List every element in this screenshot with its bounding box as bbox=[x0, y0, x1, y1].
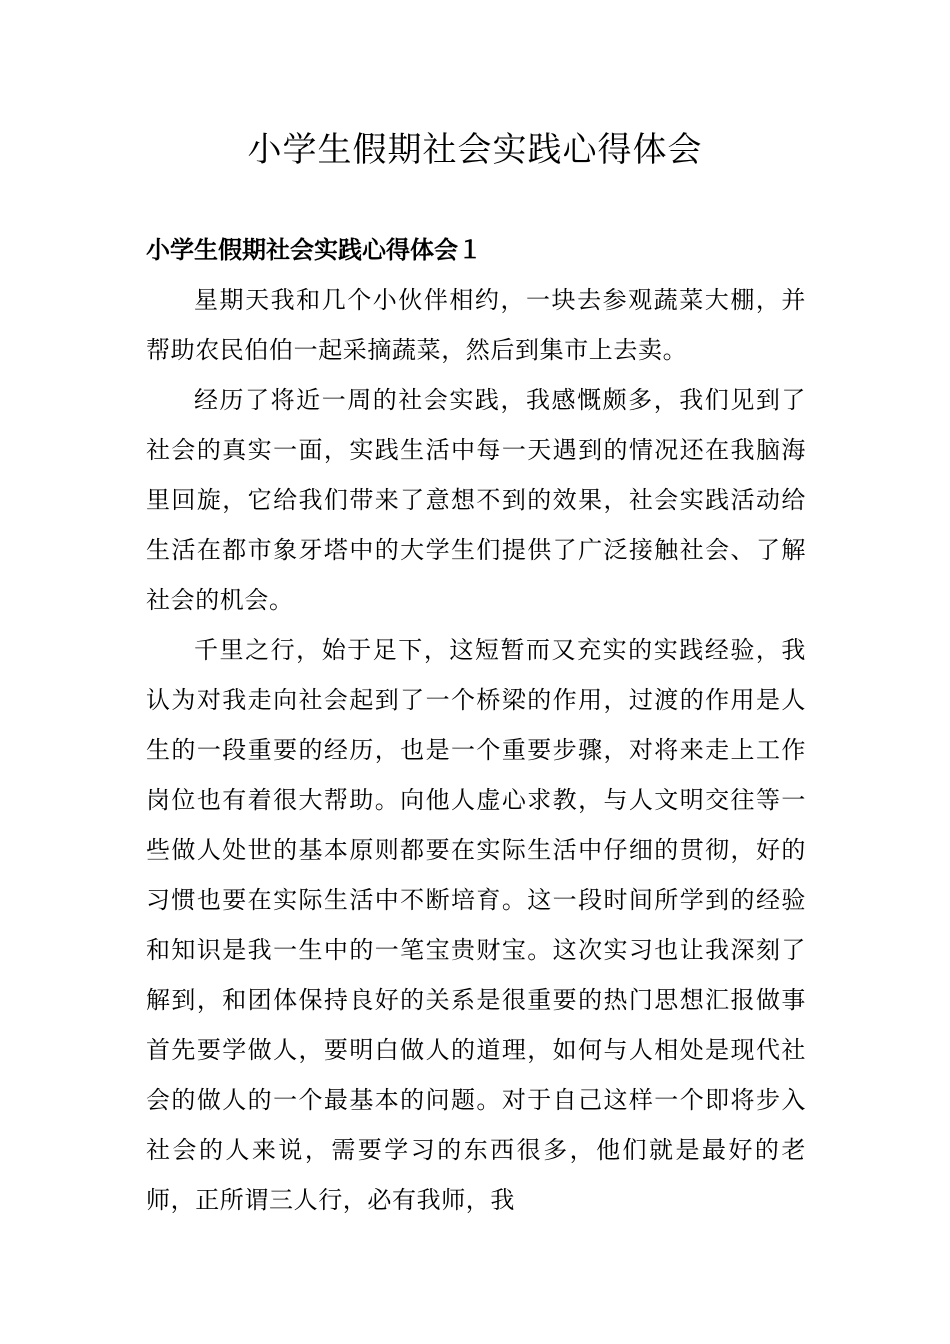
document-title: 小学生假期社会实践心得体会 bbox=[247, 130, 703, 170]
document-body bbox=[146, 275, 806, 1225]
paragraph-3: 千里之行，始于足下，这短暂而又充实的实践经验，我认为对我走向社会起到了一个桥梁的作用，过渡的作用是人生的一段重要的经历，也是一个重要步骤，对将来走上工作岗位也有着很大帮助。向他人虚心求教，与人文明交往等一些做人处世的基本原则都要在实际生活中仔细的贯彻，好的习惯也要在实际生活中不断培育。这一段时间所学到的经验和知识是我一生中的一笔宝贵财宝。这次实习也让我深刻了解到，和团体保持良好的关系是很重要的热门思想汇报做事首先要学做人，要明白做人的道理，如何与人相处是现代社会的做人的一个最基本的问题。对于自己这样一个即将步入社会的人来说，需要学习的东西很多，他们就是最好的老师，正所谓三人行，必有我师，我 bbox=[146, 636, 806, 1214]
paragraph-2: 经历了将近一周的社会实践，我感慨颇多，我们见到了社会的真实一面，实践生活中每一天遇到的情况还在我脑海里回旋，它给我们带来了意想不到的效果，社会实践活动给生活在都市象牙塔中的大学生们提供了广泛接触社会、了解社会的机会。 bbox=[146, 386, 806, 614]
section-heading: 小学生假期社会实践心得体会１ bbox=[146, 235, 482, 264]
paragraph-1: 星期天我和几个小伙伴相约，一块去参观蔬菜大棚，并帮助农民伯伯一起采摘蔬菜，然后到集市上去卖。 bbox=[146, 286, 806, 364]
